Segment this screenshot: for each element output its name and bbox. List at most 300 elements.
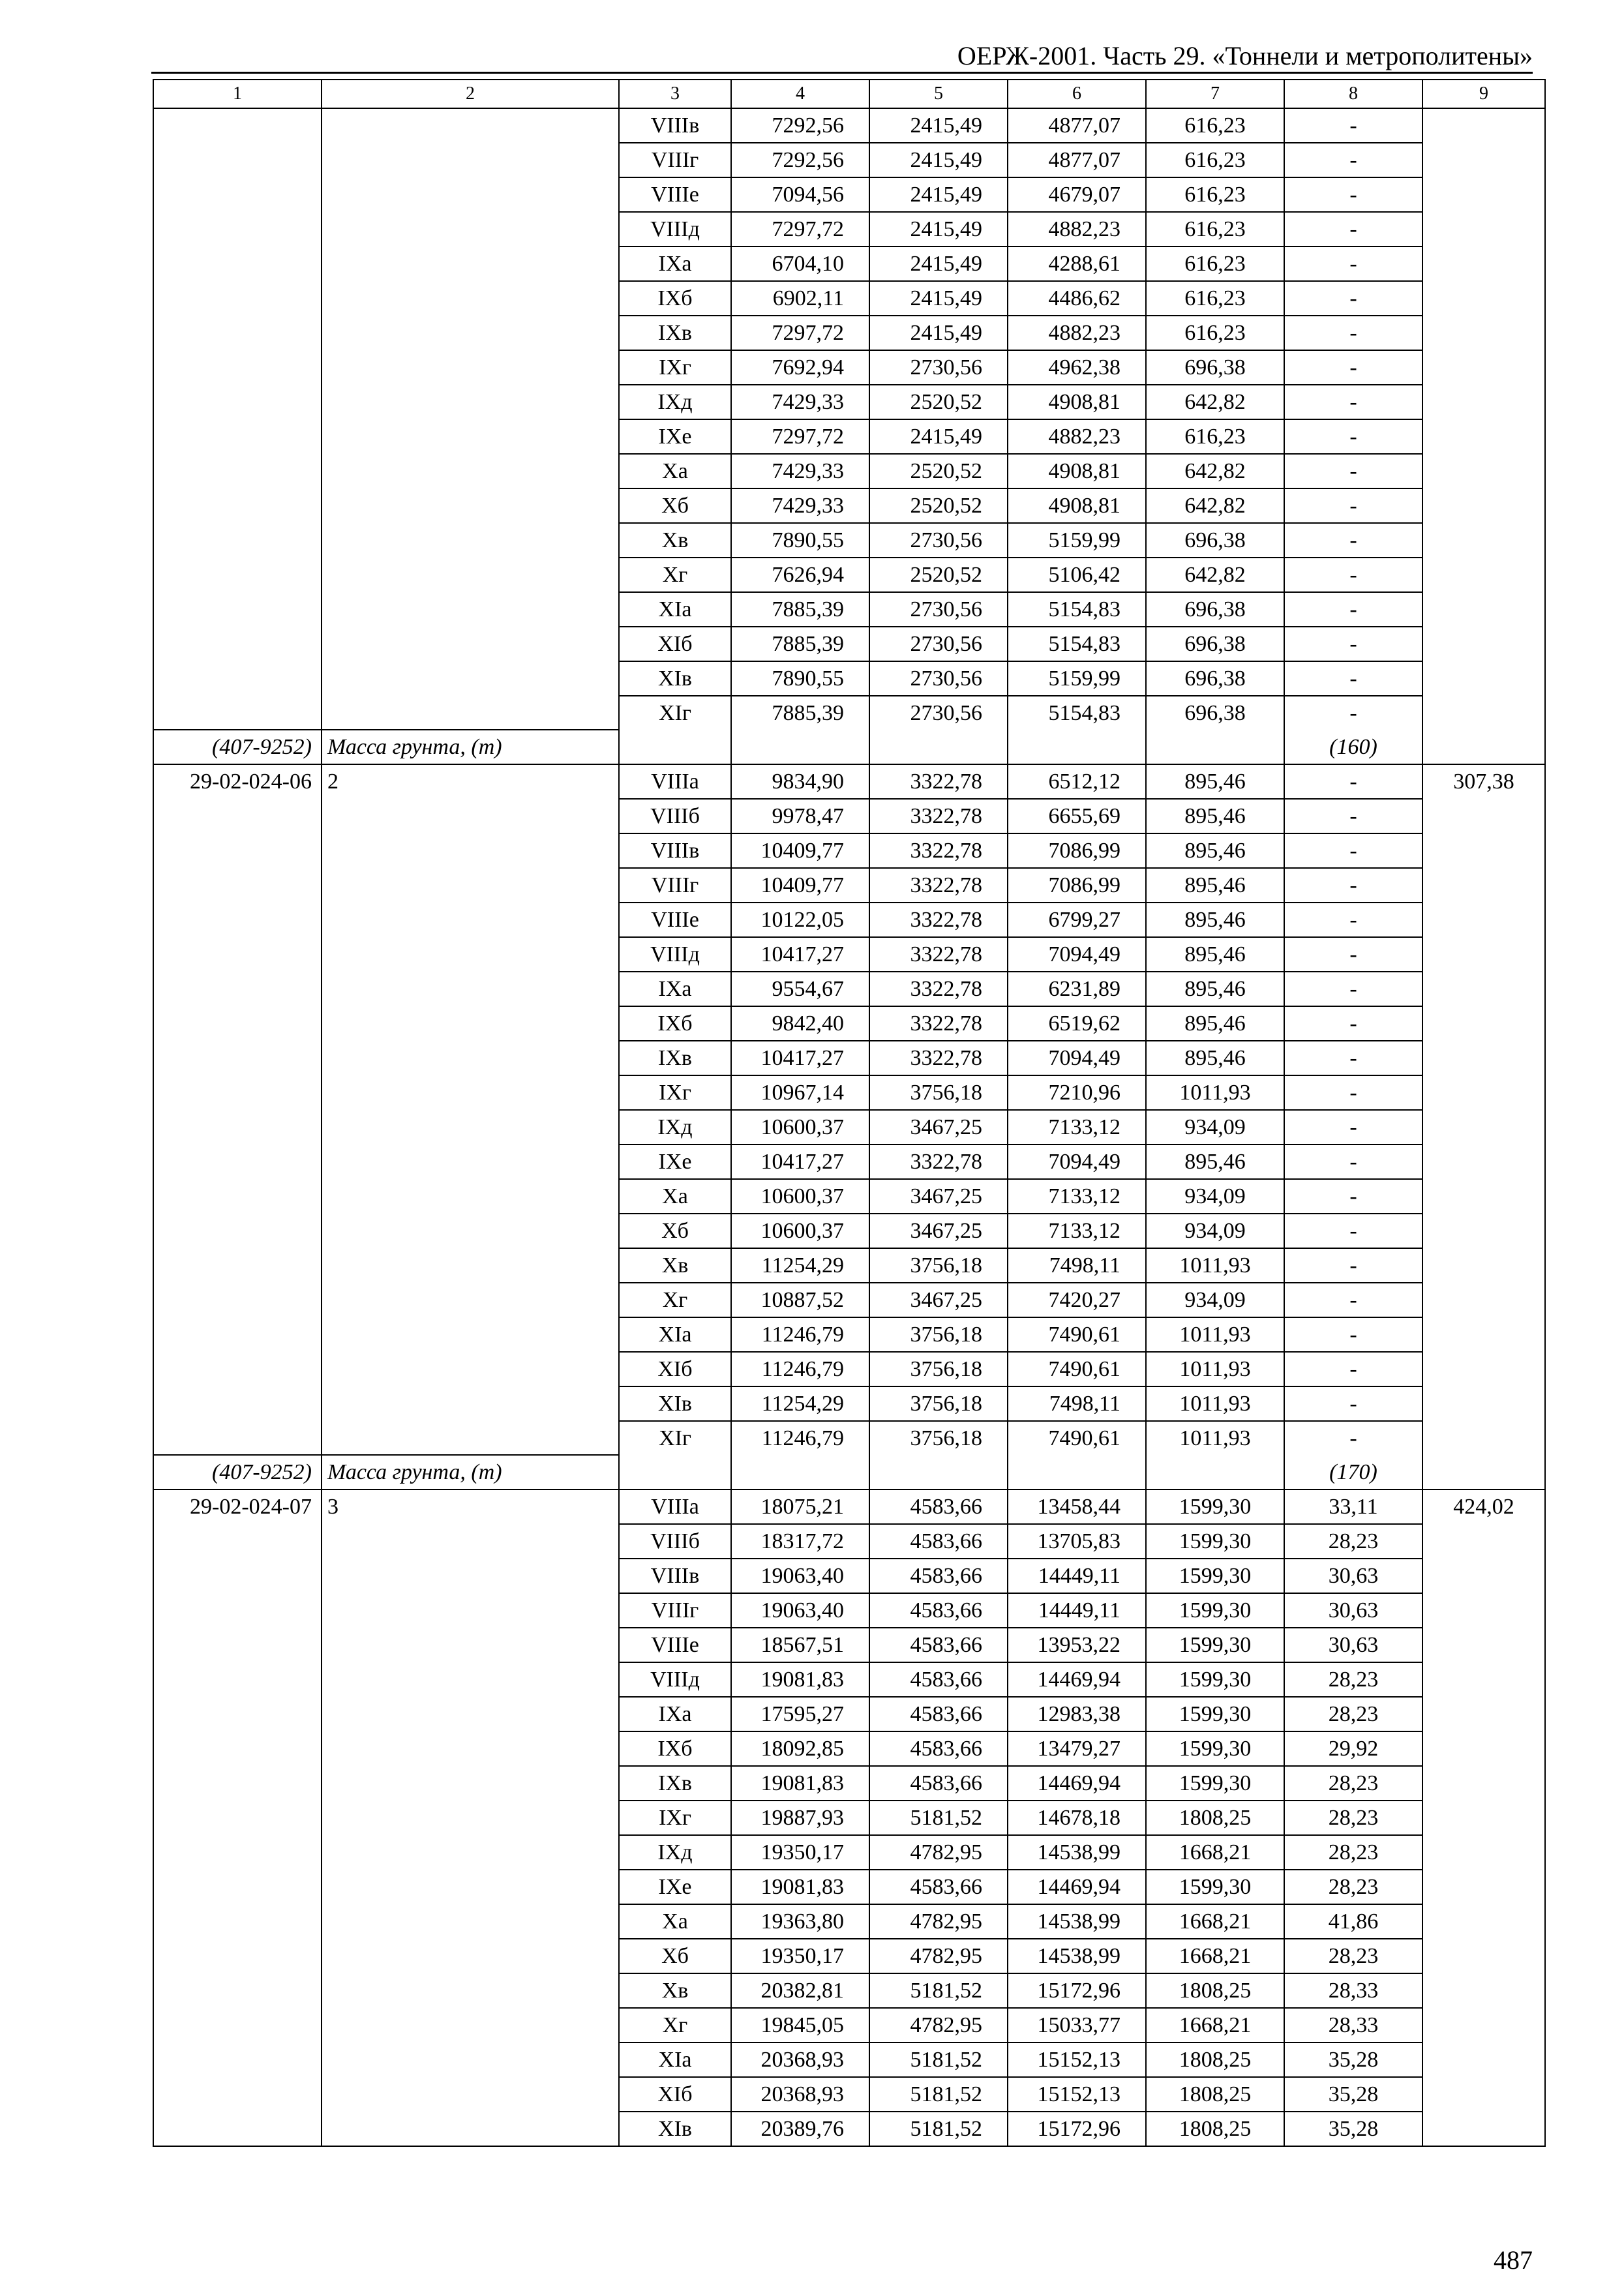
wages-cell: 4782,95	[869, 1939, 1008, 1973]
machines-cell: 14469,94	[1008, 1870, 1146, 1904]
machines-cell: 7210,96	[1008, 1075, 1146, 1110]
total-cost-cell: 11246,79	[731, 1317, 869, 1352]
category-cell: VIIIе	[619, 1628, 731, 1662]
drivers-wages-cell: 895,46	[1146, 799, 1284, 833]
drivers-wages-cell: 642,82	[1146, 488, 1284, 523]
empty-cell	[731, 1455, 869, 1489]
drivers-wages-cell: 895,46	[1146, 1006, 1284, 1041]
machines-cell: 5159,99	[1008, 523, 1146, 558]
machines-cell: 7086,99	[1008, 833, 1146, 868]
wages-cell: 2520,52	[869, 385, 1008, 419]
category-cell: XIв	[619, 661, 731, 696]
total-cost-cell: 7297,72	[731, 316, 869, 350]
total-cost-cell: 7885,39	[731, 592, 869, 627]
materials-cell: -	[1284, 108, 1422, 143]
total-cost-cell: 7094,56	[731, 177, 869, 212]
table-row	[153, 108, 1545, 143]
materials-cell: -	[1284, 937, 1422, 972]
total-cost-cell: 7297,72	[731, 419, 869, 454]
machines-cell: 4877,07	[1008, 108, 1146, 143]
total-cost-cell: 7297,72	[731, 212, 869, 247]
category-cell: IXг	[619, 1075, 731, 1110]
category-cell: IXе	[619, 419, 731, 454]
wages-cell: 2415,49	[869, 316, 1008, 350]
norm-name	[322, 108, 619, 730]
category-cell: VIIIг	[619, 868, 731, 903]
total-cost-cell: 19063,40	[731, 1593, 869, 1628]
column-number: 1	[153, 80, 322, 108]
wages-cell: 2415,49	[869, 177, 1008, 212]
total-cost-cell: 7692,94	[731, 350, 869, 385]
total-cost-cell: 7429,33	[731, 488, 869, 523]
wages-cell: 2730,56	[869, 696, 1008, 730]
drivers-wages-cell: 1599,30	[1146, 1662, 1284, 1697]
category-cell: IXе	[619, 1870, 731, 1904]
soil-mass-row	[153, 1455, 1545, 1489]
materials-cell: 33,11	[1284, 1489, 1422, 1524]
drivers-wages-cell: 895,46	[1146, 764, 1284, 799]
wages-cell: 2730,56	[869, 661, 1008, 696]
wages-cell: 4583,66	[869, 1662, 1008, 1697]
category-cell: IXа	[619, 972, 731, 1006]
machines-cell: 7133,12	[1008, 1214, 1146, 1248]
drivers-wages-cell: 1011,93	[1146, 1248, 1284, 1283]
wages-cell: 2415,49	[869, 143, 1008, 177]
drivers-wages-cell: 1599,30	[1146, 1731, 1284, 1766]
materials-cell: 30,63	[1284, 1559, 1422, 1593]
category-cell: VIIIе	[619, 903, 731, 937]
wages-cell: 5181,52	[869, 2042, 1008, 2077]
drivers-wages-cell: 1599,30	[1146, 1524, 1284, 1559]
machines-cell: 13953,22	[1008, 1628, 1146, 1662]
category-cell: VIIIд	[619, 937, 731, 972]
materials-cell: -	[1284, 177, 1422, 212]
wages-cell: 3756,18	[869, 1248, 1008, 1283]
drivers-wages-cell: 1599,30	[1146, 1559, 1284, 1593]
total-cost-cell: 19081,83	[731, 1662, 869, 1697]
drivers-wages-cell: 616,23	[1146, 177, 1284, 212]
category-cell: IXв	[619, 1766, 731, 1801]
total-cost-cell: 10409,77	[731, 868, 869, 903]
wages-cell: 3322,78	[869, 799, 1008, 833]
running-header-title: ОЕРЖ-2001. Часть 29. «Тоннели и метрополитены»	[957, 41, 1533, 70]
category-cell: IXг	[619, 350, 731, 385]
wages-cell: 4583,66	[869, 1697, 1008, 1731]
empty-cell	[1008, 1455, 1146, 1489]
machines-cell: 4288,61	[1008, 247, 1146, 281]
category-cell: VIIIг	[619, 1593, 731, 1628]
materials-cell: 28,23	[1284, 1662, 1422, 1697]
drivers-wages-cell: 616,23	[1146, 212, 1284, 247]
materials-cell: -	[1284, 764, 1422, 799]
drivers-wages-cell: 1599,30	[1146, 1489, 1284, 1524]
drivers-wages-cell: 616,23	[1146, 143, 1284, 177]
machines-cell: 4908,81	[1008, 454, 1146, 488]
drivers-wages-cell: 1808,25	[1146, 1801, 1284, 1835]
category-cell: Xв	[619, 1973, 731, 2008]
drivers-wages-cell: 1599,30	[1146, 1870, 1284, 1904]
machines-cell: 14449,11	[1008, 1559, 1146, 1593]
machines-cell: 15152,13	[1008, 2077, 1146, 2112]
total-cost-cell: 7292,56	[731, 143, 869, 177]
machines-cell: 7133,12	[1008, 1179, 1146, 1214]
machines-cell: 14538,99	[1008, 1835, 1146, 1870]
drivers-wages-cell: 696,38	[1146, 350, 1284, 385]
materials-cell: -	[1284, 1386, 1422, 1421]
machines-cell: 5154,83	[1008, 592, 1146, 627]
machines-cell: 15033,77	[1008, 2008, 1146, 2042]
machines-cell: 14469,94	[1008, 1662, 1146, 1697]
drivers-wages-cell: 1808,25	[1146, 2077, 1284, 2112]
drivers-wages-cell: 934,09	[1146, 1110, 1284, 1144]
category-cell: IXа	[619, 1697, 731, 1731]
total-cost-cell: 10409,77	[731, 833, 869, 868]
machines-cell: 7094,49	[1008, 937, 1146, 972]
drivers-wages-cell: 1599,30	[1146, 1766, 1284, 1801]
total-cost-cell: 10967,14	[731, 1075, 869, 1110]
wages-cell: 3322,78	[869, 1144, 1008, 1179]
drivers-wages-cell: 895,46	[1146, 937, 1284, 972]
total-cost-cell: 18092,85	[731, 1731, 869, 1766]
wages-cell: 4583,66	[869, 1489, 1008, 1524]
materials-cell: -	[1284, 661, 1422, 696]
wages-cell: 3322,78	[869, 764, 1008, 799]
total-cost-cell: 10600,37	[731, 1179, 869, 1214]
category-cell: Xв	[619, 523, 731, 558]
total-cost-cell: 7626,94	[731, 558, 869, 592]
category-cell: XIб	[619, 2077, 731, 2112]
materials-cell: -	[1284, 558, 1422, 592]
total-cost-cell: 18075,21	[731, 1489, 869, 1524]
norm-code: 29-02-024-07	[153, 1489, 322, 2146]
total-cost-cell: 18567,51	[731, 1628, 869, 1662]
norm-code	[153, 108, 322, 730]
category-cell: VIIIд	[619, 1662, 731, 1697]
materials-cell: -	[1284, 627, 1422, 661]
wages-cell: 2415,49	[869, 419, 1008, 454]
machines-cell: 7490,61	[1008, 1352, 1146, 1386]
materials-cell: -	[1284, 385, 1422, 419]
materials-cell: -	[1284, 1041, 1422, 1075]
total-cost-cell: 6704,10	[731, 247, 869, 281]
category-cell: XIг	[619, 1421, 731, 1455]
category-cell: IXд	[619, 385, 731, 419]
drivers-wages-cell: 895,46	[1146, 972, 1284, 1006]
category-cell: XIг	[619, 696, 731, 730]
drivers-wages-cell: 1808,25	[1146, 2112, 1284, 2146]
category-cell: IXд	[619, 1110, 731, 1144]
machines-cell: 7094,49	[1008, 1041, 1146, 1075]
materials-cell: -	[1284, 143, 1422, 177]
drivers-wages-cell: 1011,93	[1146, 1352, 1284, 1386]
category-cell: XIб	[619, 627, 731, 661]
category-cell: IXа	[619, 247, 731, 281]
materials-cell: -	[1284, 488, 1422, 523]
empty-cell	[869, 730, 1008, 764]
drivers-wages-cell: 1668,21	[1146, 1835, 1284, 1870]
wages-cell: 4782,95	[869, 1904, 1008, 1939]
wages-cell: 3467,25	[869, 1214, 1008, 1248]
category-cell: XIв	[619, 1386, 731, 1421]
empty-cell	[1008, 730, 1146, 764]
wages-cell: 4583,66	[869, 1593, 1008, 1628]
drivers-wages-cell: 1011,93	[1146, 1075, 1284, 1110]
machines-cell: 15172,96	[1008, 1973, 1146, 2008]
empty-cell	[619, 730, 731, 764]
wages-cell: 4583,66	[869, 1628, 1008, 1662]
wages-cell: 3322,78	[869, 833, 1008, 868]
total-cost-cell: 11254,29	[731, 1248, 869, 1283]
labor-cost-cell: 424,02	[1422, 1489, 1545, 2146]
materials-cell: -	[1284, 1421, 1422, 1455]
labor-cost-cell	[1422, 108, 1545, 764]
machines-cell: 6655,69	[1008, 799, 1146, 833]
materials-cell: -	[1284, 350, 1422, 385]
materials-cell: -	[1284, 454, 1422, 488]
wages-cell: 2520,52	[869, 558, 1008, 592]
total-cost-cell: 7890,55	[731, 523, 869, 558]
drivers-wages-cell: 1011,93	[1146, 1421, 1284, 1455]
materials-cell: -	[1284, 592, 1422, 627]
drivers-wages-cell: 1808,25	[1146, 2042, 1284, 2077]
table-row	[153, 764, 1545, 799]
materials-cell: -	[1284, 281, 1422, 316]
machines-cell: 5106,42	[1008, 558, 1146, 592]
machines-cell: 15152,13	[1008, 2042, 1146, 2077]
materials-cell: 35,28	[1284, 2042, 1422, 2077]
wages-cell: 3756,18	[869, 1421, 1008, 1455]
drivers-wages-cell: 1599,30	[1146, 1593, 1284, 1628]
materials-cell: 30,63	[1284, 1628, 1422, 1662]
total-cost-cell: 19845,05	[731, 2008, 869, 2042]
machines-cell: 4486,62	[1008, 281, 1146, 316]
materials-cell: 28,23	[1284, 1801, 1422, 1835]
machines-cell: 7420,27	[1008, 1283, 1146, 1317]
wages-cell: 2415,49	[869, 281, 1008, 316]
total-cost-cell: 7885,39	[731, 696, 869, 730]
materials-cell: -	[1284, 247, 1422, 281]
column-number: 9	[1422, 80, 1545, 108]
category-cell: VIIIв	[619, 1559, 731, 1593]
category-cell: IXб	[619, 1731, 731, 1766]
category-cell: VIIIа	[619, 764, 731, 799]
wages-cell: 3322,78	[869, 1006, 1008, 1041]
table-row	[153, 1489, 1545, 1524]
drivers-wages-cell: 1011,93	[1146, 1317, 1284, 1352]
materials-cell: 41,86	[1284, 1904, 1422, 1939]
category-cell: Xг	[619, 558, 731, 592]
column-number: 6	[1008, 80, 1146, 108]
drivers-wages-cell: 1668,21	[1146, 1904, 1284, 1939]
machines-cell: 7086,99	[1008, 868, 1146, 903]
drivers-wages-cell: 895,46	[1146, 833, 1284, 868]
wages-cell: 5181,52	[869, 1801, 1008, 1835]
machines-cell: 5154,83	[1008, 696, 1146, 730]
drivers-wages-cell: 696,38	[1146, 696, 1284, 730]
soil-mass-code: (407-9252)	[153, 1455, 322, 1489]
drivers-wages-cell: 616,23	[1146, 419, 1284, 454]
labor-cost-cell: 307,38	[1422, 764, 1545, 1489]
category-cell: IXе	[619, 1144, 731, 1179]
category-cell: XIа	[619, 2042, 731, 2077]
total-cost-cell: 10887,52	[731, 1283, 869, 1317]
machines-cell: 13458,44	[1008, 1489, 1146, 1524]
wages-cell: 3467,25	[869, 1179, 1008, 1214]
machines-cell: 7490,61	[1008, 1421, 1146, 1455]
drivers-wages-cell: 616,23	[1146, 247, 1284, 281]
total-cost-cell: 10122,05	[731, 903, 869, 937]
materials-cell: 35,28	[1284, 2112, 1422, 2146]
materials-cell: -	[1284, 833, 1422, 868]
category-cell: Xб	[619, 488, 731, 523]
soil-mass-label: Масса грунта, (т)	[322, 730, 619, 764]
machines-cell: 5154,83	[1008, 627, 1146, 661]
category-cell: IXг	[619, 1801, 731, 1835]
column-number: 4	[731, 80, 869, 108]
page-number: 487	[1494, 2245, 1533, 2275]
materials-cell: -	[1284, 1214, 1422, 1248]
soil-mass-label: Масса грунта, (т)	[322, 1455, 619, 1489]
column-number: 8	[1284, 80, 1422, 108]
wages-cell: 2730,56	[869, 523, 1008, 558]
drivers-wages-cell: 696,38	[1146, 627, 1284, 661]
materials-cell: -	[1284, 523, 1422, 558]
empty-cell	[1146, 1455, 1284, 1489]
machines-cell: 6512,12	[1008, 764, 1146, 799]
wages-cell: 3322,78	[869, 868, 1008, 903]
wages-cell: 2520,52	[869, 488, 1008, 523]
materials-cell: 28,23	[1284, 1697, 1422, 1731]
drivers-wages-cell: 895,46	[1146, 903, 1284, 937]
machines-cell: 4882,23	[1008, 316, 1146, 350]
total-cost-cell: 18317,72	[731, 1524, 869, 1559]
category-cell: Xб	[619, 1214, 731, 1248]
materials-cell: 28,23	[1284, 1524, 1422, 1559]
total-cost-cell: 10600,37	[731, 1110, 869, 1144]
materials-cell: 28,23	[1284, 1870, 1422, 1904]
wages-cell: 3756,18	[869, 1317, 1008, 1352]
soil-mass-value: (160)	[1284, 730, 1422, 764]
materials-cell: 28,23	[1284, 1939, 1422, 1973]
total-cost-cell: 7429,33	[731, 454, 869, 488]
category-cell: VIIIб	[619, 799, 731, 833]
total-cost-cell: 19363,80	[731, 1904, 869, 1939]
machines-cell: 7490,61	[1008, 1317, 1146, 1352]
wages-cell: 5181,52	[869, 1973, 1008, 2008]
norms-table	[153, 79, 1546, 2147]
drivers-wages-cell: 1599,30	[1146, 1628, 1284, 1662]
materials-cell: -	[1284, 868, 1422, 903]
materials-cell: -	[1284, 1283, 1422, 1317]
category-cell: Xг	[619, 2008, 731, 2042]
machines-cell: 4679,07	[1008, 177, 1146, 212]
wages-cell: 4782,95	[869, 2008, 1008, 2042]
materials-cell: -	[1284, 1248, 1422, 1283]
total-cost-cell: 17595,27	[731, 1697, 869, 1731]
category-cell: VIIIд	[619, 212, 731, 247]
wages-cell: 2730,56	[869, 350, 1008, 385]
category-cell: VIIIа	[619, 1489, 731, 1524]
total-cost-cell: 9842,40	[731, 1006, 869, 1041]
drivers-wages-cell: 1599,30	[1146, 1697, 1284, 1731]
drivers-wages-cell: 642,82	[1146, 454, 1284, 488]
category-cell: VIIIв	[619, 833, 731, 868]
materials-cell: 28,23	[1284, 1835, 1422, 1870]
drivers-wages-cell: 1808,25	[1146, 1973, 1284, 2008]
category-cell: VIIIв	[619, 108, 731, 143]
drivers-wages-cell: 1011,93	[1146, 1386, 1284, 1421]
category-cell: Xа	[619, 454, 731, 488]
total-cost-cell: 10417,27	[731, 937, 869, 972]
category-cell: IXв	[619, 316, 731, 350]
wages-cell: 4583,66	[869, 1559, 1008, 1593]
category-cell: IXв	[619, 1041, 731, 1075]
wages-cell: 3756,18	[869, 1352, 1008, 1386]
drivers-wages-cell: 895,46	[1146, 868, 1284, 903]
drivers-wages-cell: 934,09	[1146, 1179, 1284, 1214]
machines-cell: 7094,49	[1008, 1144, 1146, 1179]
total-cost-cell: 9554,67	[731, 972, 869, 1006]
table-body	[153, 80, 1545, 2146]
category-cell: IXд	[619, 1835, 731, 1870]
wages-cell: 3756,18	[869, 1075, 1008, 1110]
norm-name: 2	[322, 764, 619, 1455]
category-cell: VIIIб	[619, 1524, 731, 1559]
column-number: 5	[869, 80, 1008, 108]
machines-cell: 14469,94	[1008, 1766, 1146, 1801]
machines-cell: 4877,07	[1008, 143, 1146, 177]
category-cell: VIIIе	[619, 177, 731, 212]
column-number: 7	[1146, 80, 1284, 108]
drivers-wages-cell: 696,38	[1146, 592, 1284, 627]
drivers-wages-cell: 895,46	[1146, 1144, 1284, 1179]
drivers-wages-cell: 934,09	[1146, 1283, 1284, 1317]
materials-cell: -	[1284, 1144, 1422, 1179]
machines-cell: 5159,99	[1008, 661, 1146, 696]
materials-cell: -	[1284, 212, 1422, 247]
total-cost-cell: 19887,93	[731, 1801, 869, 1835]
drivers-wages-cell: 1668,21	[1146, 1939, 1284, 1973]
category-cell: Xг	[619, 1283, 731, 1317]
total-cost-cell: 10600,37	[731, 1214, 869, 1248]
category-cell: VIIIг	[619, 143, 731, 177]
drivers-wages-cell: 696,38	[1146, 661, 1284, 696]
category-cell: Xа	[619, 1179, 731, 1214]
total-cost-cell: 7429,33	[731, 385, 869, 419]
soil-mass-code: (407-9252)	[153, 730, 322, 764]
total-cost-cell: 19350,17	[731, 1939, 869, 1973]
total-cost-cell: 7292,56	[731, 108, 869, 143]
category-cell: XIб	[619, 1352, 731, 1386]
machines-cell: 14538,99	[1008, 1904, 1146, 1939]
machines-cell: 6519,62	[1008, 1006, 1146, 1041]
total-cost-cell: 19081,83	[731, 1870, 869, 1904]
machines-cell: 7133,12	[1008, 1110, 1146, 1144]
category-cell: XIа	[619, 592, 731, 627]
norm-code: 29-02-024-06	[153, 764, 322, 1455]
materials-cell: -	[1284, 419, 1422, 454]
total-cost-cell: 19081,83	[731, 1766, 869, 1801]
total-cost-cell: 10417,27	[731, 1144, 869, 1179]
empty-cell	[869, 1455, 1008, 1489]
machines-cell: 7498,11	[1008, 1386, 1146, 1421]
empty-cell	[731, 730, 869, 764]
category-cell: XIа	[619, 1317, 731, 1352]
total-cost-cell: 20368,93	[731, 2077, 869, 2112]
machines-cell: 4908,81	[1008, 385, 1146, 419]
total-cost-cell: 11246,79	[731, 1421, 869, 1455]
total-cost-cell: 7890,55	[731, 661, 869, 696]
